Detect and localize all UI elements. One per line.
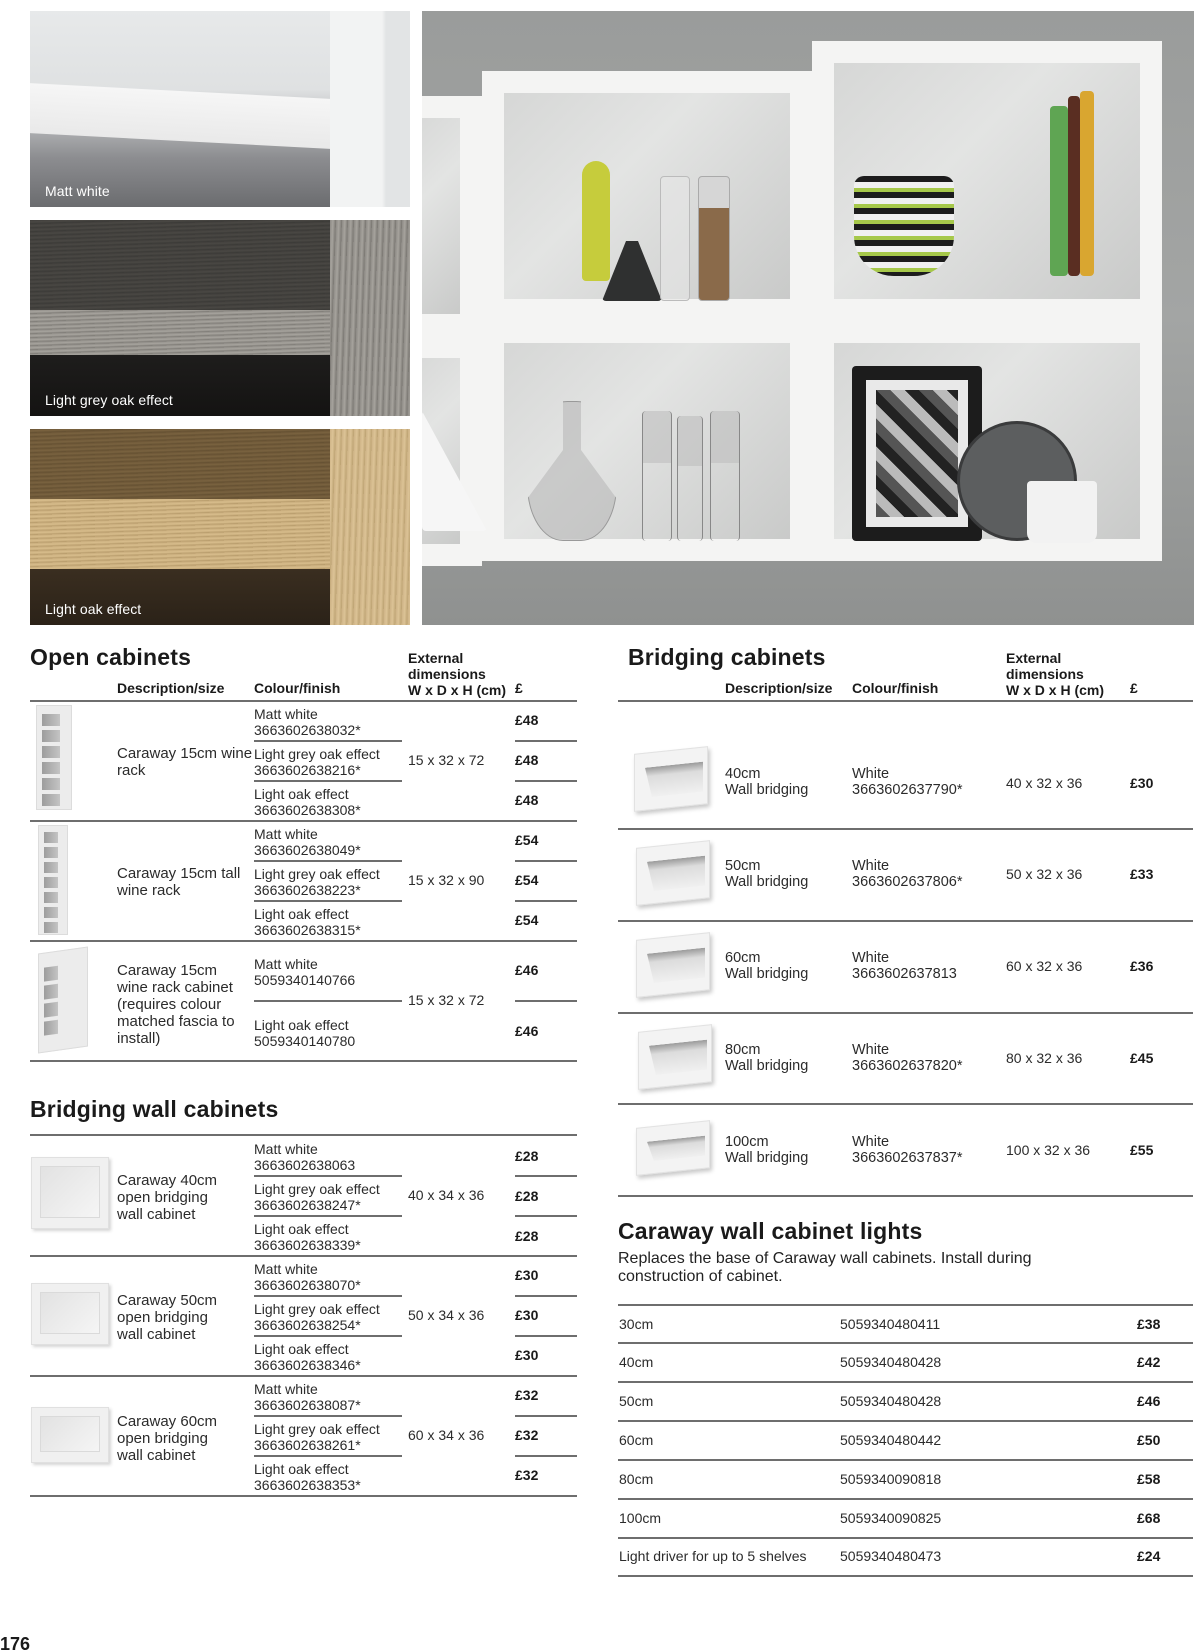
bridging-finish (852, 766, 962, 798)
price: £30 (515, 1267, 539, 1283)
product-code: 3663602637806* (852, 874, 963, 890)
bridging-description (725, 858, 808, 890)
divider (30, 700, 577, 702)
divider (254, 1455, 402, 1457)
divider (254, 1000, 402, 1002)
price: £24 (1137, 1548, 1161, 1564)
light-size: 40cm (619, 1354, 654, 1370)
product-code: 3663602638261* (254, 1437, 361, 1453)
product-code: 5059340140780 (254, 1033, 356, 1049)
price: £46 (1137, 1393, 1161, 1409)
product-code: 3663602638070* (254, 1277, 361, 1293)
page-number: 176 (0, 1634, 31, 1652)
divider (254, 900, 402, 902)
dimensions: 15 x 32 x 72 (408, 752, 485, 768)
variant-finish (254, 706, 361, 738)
finish-name: Light grey oak effect (254, 1301, 380, 1317)
bridging-type: Wall bridging (725, 1150, 809, 1166)
price: £30 (515, 1347, 539, 1363)
col-header-price: £ (1130, 680, 1138, 696)
price: £46 (515, 962, 539, 978)
product-name-line: wall cabinet (117, 1326, 196, 1343)
bridging-description (725, 1134, 808, 1166)
dimensions: 40 x 34 x 36 (408, 1187, 485, 1203)
yellow-vase-icon (582, 161, 610, 281)
divider (618, 700, 1193, 702)
bridging-description (725, 950, 808, 982)
price: £36 (1130, 958, 1154, 974)
product-code: 3663602638223* (254, 882, 361, 898)
finish-name: White (852, 1134, 890, 1150)
wine-glass-icon (677, 416, 703, 541)
bridging-size: 50cm (725, 858, 761, 874)
price: £38 (1137, 1316, 1161, 1332)
dims-header-line: dimensions (1006, 666, 1084, 682)
price: £54 (515, 872, 539, 888)
divider (254, 1215, 402, 1217)
divider (618, 1420, 1193, 1422)
product-description (117, 745, 252, 779)
swatch-shelf (30, 499, 330, 569)
product-description (117, 1172, 217, 1223)
divider (30, 940, 577, 942)
swatch-edge (330, 11, 410, 207)
bridging-type: Wall bridging (725, 874, 809, 890)
wall-bridging-80cm-thumbnail (638, 1024, 712, 1090)
price: £68 (1137, 1510, 1161, 1526)
dimensions: 40 x 32 x 36 (1006, 775, 1083, 791)
product-code: 3663602638346* (254, 1357, 361, 1373)
dimensions: 60 x 34 x 36 (408, 1427, 485, 1443)
price: £32 (515, 1387, 539, 1403)
swatch-matt-white (30, 11, 410, 207)
wall-bridging-50cm-thumbnail (636, 840, 710, 906)
price: £33 (1130, 866, 1154, 882)
finish-name: Light oak effect (254, 1017, 349, 1033)
wine-rack-cabinet-thumbnail (38, 946, 88, 1053)
divider (515, 860, 577, 862)
wine-glass-icon (642, 411, 672, 541)
price: £32 (515, 1467, 539, 1483)
divider (618, 1342, 1193, 1344)
product-name-line: Caraway 15cm tall (117, 865, 241, 882)
divider (30, 1495, 577, 1497)
lights-description (618, 1250, 1032, 1286)
light-code: 5059340480428 (840, 1393, 942, 1409)
product-code: 3663602637820* (852, 1058, 963, 1074)
divider (515, 740, 577, 742)
divider (30, 1255, 577, 1257)
divider (30, 820, 577, 822)
wall-bridging-40cm-thumbnail (634, 746, 708, 812)
dims-header-line: External (1006, 650, 1062, 666)
divider (618, 1381, 1193, 1383)
bridging-type: Wall bridging (725, 966, 809, 982)
bridging-type: Wall bridging (725, 782, 809, 798)
product-name-line: Caraway 15cm (117, 962, 218, 979)
product-name-line: wine rack cabinet (117, 979, 233, 996)
divider (618, 1012, 1193, 1014)
product-description (117, 865, 240, 899)
divider (515, 1175, 577, 1177)
bridging-finish (852, 1134, 962, 1166)
white-pot-icon (1027, 481, 1097, 543)
lights-description-line: construction of cabinet. (618, 1268, 783, 1285)
cabinet-cube (422, 96, 482, 336)
price: £28 (515, 1228, 539, 1244)
striped-bowls-icon (854, 176, 954, 276)
price: £28 (515, 1148, 539, 1164)
product-name-line: (requires colour (117, 996, 222, 1013)
product-name-line: Caraway 15cm wine (117, 745, 253, 762)
divider (618, 828, 1193, 830)
col-header-description: Description/size (725, 680, 833, 696)
variant-finish (254, 826, 361, 858)
divider (515, 1335, 577, 1337)
divider (618, 1195, 1193, 1197)
swatch-label: Light oak effect (45, 601, 142, 617)
finish-name: Light grey oak effect (254, 1421, 380, 1437)
light-size: Light driver for up to 5 shelves (619, 1548, 807, 1564)
swatch-light-grey-oak (30, 220, 410, 416)
product-code: 3663602638216* (254, 762, 361, 778)
wine-rack-thumbnail (36, 705, 72, 810)
variant-finish (254, 1301, 380, 1333)
finish-name: Light grey oak effect (254, 746, 380, 762)
bridging-size: 80cm (725, 1042, 761, 1058)
divider (254, 780, 402, 782)
finish-name: Light oak effect (254, 906, 349, 922)
divider (618, 1537, 1193, 1539)
col-header-description: Description/size (117, 680, 225, 696)
product-description (117, 1413, 217, 1464)
swatch-label: Light grey oak effect (45, 392, 173, 408)
product-code: 3663602638308* (254, 802, 361, 818)
product-name-line: open bridging (117, 1189, 208, 1206)
swatch-shelf (30, 310, 330, 355)
light-code: 5059340480428 (840, 1354, 942, 1370)
price: £50 (1137, 1432, 1161, 1448)
col-header-dimensions (1006, 650, 1104, 698)
product-code: 3663602637813 (852, 966, 957, 982)
divider (515, 1215, 577, 1217)
brown-book-icon (1068, 96, 1080, 276)
dimensions: 50 x 34 x 36 (408, 1307, 485, 1323)
finish-name: Matt white (254, 826, 318, 842)
light-code: 5059340090825 (840, 1510, 942, 1526)
col-header-colour: Colour/finish (852, 680, 939, 696)
hero-photo-open-cabinets (422, 11, 1194, 625)
divider (618, 1575, 1193, 1577)
finish-name: Light oak effect (254, 1221, 349, 1237)
finish-name: White (852, 950, 890, 966)
finish-name: White (852, 858, 890, 874)
dims-header-line: W x D x H (cm) (1006, 682, 1105, 698)
product-code: 3663602638353* (254, 1477, 361, 1493)
glass-jar-icon (660, 176, 690, 301)
product-code: 3663602638049* (254, 842, 361, 858)
col-header-price: £ (515, 680, 523, 696)
product-code: 3663602638247* (254, 1197, 361, 1213)
divider (515, 1455, 577, 1457)
product-name-line: open bridging (117, 1309, 208, 1326)
price: £54 (515, 832, 539, 848)
light-code: 5059340480473 (840, 1548, 942, 1564)
swatch-label: Matt white (45, 183, 110, 199)
open-bridging-60cm-thumbnail (31, 1407, 109, 1463)
divider (515, 1415, 577, 1417)
divider (515, 780, 577, 782)
product-code: 3663602638339* (254, 1237, 361, 1253)
finish-name: Matt white (254, 1261, 318, 1277)
finish-name: Light oak effect (254, 1461, 349, 1477)
finish-name: White (852, 766, 890, 782)
bridging-size: 100cm (725, 1134, 769, 1150)
price: £32 (515, 1427, 539, 1443)
divider (618, 1459, 1193, 1461)
product-name-line: rack (117, 762, 146, 779)
divider (30, 1134, 577, 1136)
variant-finish (254, 1181, 380, 1213)
product-description (117, 962, 235, 1047)
swatch-edge (330, 220, 410, 416)
product-name-line: Caraway 40cm (117, 1172, 218, 1189)
bridging-size: 40cm (725, 766, 761, 782)
light-size: 30cm (619, 1316, 654, 1332)
divider (254, 1175, 402, 1177)
price: £58 (1137, 1471, 1161, 1487)
product-name-line: wine rack (117, 882, 181, 899)
col-header-dimensions (408, 650, 506, 698)
finish-name: Light oak effect (254, 1341, 349, 1357)
product-name-line: matched fascia to (117, 1013, 235, 1030)
product-code: 3663602638254* (254, 1317, 361, 1333)
price: £42 (1137, 1354, 1161, 1370)
finish-name: White (852, 1042, 890, 1058)
section-title-cabinet-lights: Caraway wall cabinet lights (618, 1218, 923, 1244)
divider (254, 860, 402, 862)
lentil-jar-icon (698, 176, 730, 301)
finish-name: Matt white (254, 1381, 318, 1397)
dimensions: 50 x 32 x 36 (1006, 866, 1083, 882)
light-size: 60cm (619, 1432, 654, 1448)
divider (618, 1103, 1193, 1105)
light-code: 5059340090818 (840, 1471, 942, 1487)
divider (30, 1060, 577, 1062)
price: £45 (1130, 1050, 1154, 1066)
dimensions: 80 x 32 x 36 (1006, 1050, 1083, 1066)
variant-finish (254, 1141, 355, 1173)
dimensions: 100 x 32 x 36 (1006, 1142, 1091, 1158)
finish-name: Light grey oak effect (254, 866, 380, 882)
product-name-line: Caraway 50cm (117, 1292, 218, 1309)
variant-finish (254, 1381, 361, 1413)
open-bridging-40cm-thumbnail (31, 1157, 109, 1229)
bridging-finish (852, 858, 962, 890)
divider (618, 1304, 1193, 1306)
product-code: 3663602638063 (254, 1157, 356, 1173)
bridging-finish (852, 1042, 962, 1074)
open-bridging-50cm-thumbnail (31, 1283, 109, 1345)
finish-name: Matt white (254, 956, 318, 972)
variant-finish (254, 956, 355, 988)
light-size: 100cm (619, 1510, 662, 1526)
section-title-bridging-wall-cabinets: Bridging wall cabinets (30, 1096, 279, 1122)
price: £48 (515, 712, 539, 728)
swatch-edge (330, 429, 410, 625)
light-code: 5059340480411 (840, 1316, 941, 1332)
product-code: 3663602638087* (254, 1397, 361, 1413)
divider (254, 1415, 402, 1417)
product-name-line: wall cabinet (117, 1206, 196, 1223)
dims-header-line: External (408, 650, 464, 666)
divider (618, 920, 1193, 922)
dims-header-line: dimensions (408, 666, 486, 682)
price: £48 (515, 752, 539, 768)
col-header-colour: Colour/finish (254, 680, 341, 696)
price: £30 (515, 1307, 539, 1323)
variant-finish (254, 1421, 380, 1453)
price: £55 (1130, 1142, 1154, 1158)
lights-description-line: Replaces the base of Caraway wall cabinets. Install during (618, 1250, 1032, 1267)
price: £28 (515, 1188, 539, 1204)
dims-header-line: W x D x H (cm) (408, 682, 507, 698)
finish-name: Light oak effect (254, 786, 349, 802)
dimensions: 15 x 32 x 72 (408, 992, 485, 1008)
dimensions: 15 x 32 x 90 (408, 872, 485, 888)
variant-finish (254, 1017, 355, 1049)
product-name-line: install) (117, 1030, 161, 1047)
bridging-type: Wall bridging (725, 1058, 809, 1074)
product-description (117, 1292, 217, 1343)
wall-bridging-100cm-thumbnail (636, 1120, 710, 1176)
product-name-line: open bridging (117, 1430, 208, 1447)
finish-name: Matt white (254, 1141, 318, 1157)
product-code: 3663602638315* (254, 922, 361, 938)
divider (515, 900, 577, 902)
light-size: 80cm (619, 1471, 654, 1487)
price: £48 (515, 792, 539, 808)
bridging-description (725, 1042, 808, 1074)
divider (30, 1375, 577, 1377)
wall-bridging-60cm-thumbnail (636, 932, 710, 998)
variant-finish (254, 1461, 361, 1493)
variant-finish (254, 746, 380, 778)
tall-wine-rack-thumbnail (38, 825, 68, 935)
price: £54 (515, 912, 539, 928)
dimensions: 60 x 32 x 36 (1006, 958, 1083, 974)
yellow-book-icon (1080, 91, 1094, 276)
product-code: 3663602637837* (852, 1150, 963, 1166)
green-book-icon (1050, 106, 1068, 276)
variant-finish (254, 1341, 361, 1373)
divider (515, 1000, 577, 1002)
divider (618, 1498, 1193, 1500)
bridging-size: 60cm (725, 950, 761, 966)
variant-finish (254, 786, 361, 818)
light-size: 50cm (619, 1393, 654, 1409)
finish-name: Light grey oak effect (254, 1181, 380, 1197)
variant-finish (254, 866, 380, 898)
variant-finish (254, 1221, 361, 1253)
section-title-open-cabinets: Open cabinets (30, 644, 192, 670)
product-code: 3663602637790* (852, 782, 963, 798)
divider (515, 1295, 577, 1297)
wine-glass-icon (710, 411, 740, 541)
swatch-light-oak (30, 429, 410, 625)
divider (254, 1295, 402, 1297)
price: £46 (515, 1023, 539, 1039)
divider (254, 740, 402, 742)
finish-name: Matt white (254, 706, 318, 722)
product-code: 3663602638032* (254, 722, 361, 738)
light-code: 5059340480442 (840, 1432, 942, 1448)
product-name-line: Caraway 60cm (117, 1413, 218, 1430)
section-title-bridging-cabinets: Bridging cabinets (628, 644, 826, 670)
price: £30 (1130, 775, 1154, 791)
variant-finish (254, 1261, 361, 1293)
divider (254, 1335, 402, 1337)
product-code: 5059340140766 (254, 972, 356, 988)
bridging-finish (852, 950, 957, 982)
variant-finish (254, 906, 361, 938)
product-name-line: wall cabinet (117, 1447, 196, 1464)
bridging-description (725, 766, 808, 798)
